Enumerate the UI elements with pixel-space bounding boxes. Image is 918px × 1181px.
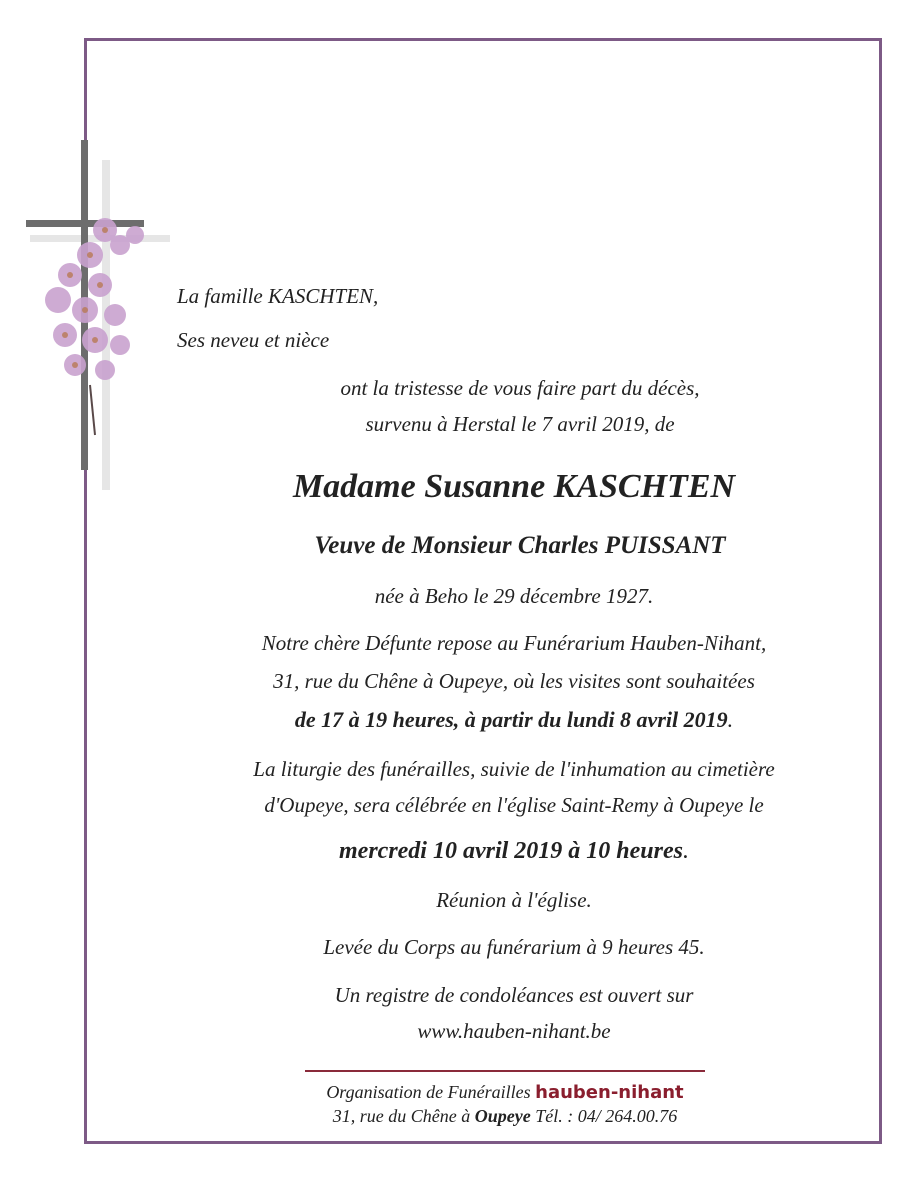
footer-org-label: Organisation de Funérailles: [326, 1082, 531, 1102]
footer-org: [0, 1082, 918, 1103]
ceremony-line-1: La liturgie des funérailles, suivie de l'inhumation au cimetière: [253, 757, 775, 781]
register-line: Un registre de condoléances est ouvert sur: [334, 983, 694, 1007]
website-link[interactable]: www.hauben-nihant.be: [417, 1019, 611, 1043]
cross-with-flowers-icon: [20, 135, 170, 495]
visits-line-2: 31, rue du Chêne à Oupeye, où les visites sont souhaitées: [273, 669, 755, 693]
visits-line-1: Notre chère Défunte repose au Funérarium Hauben-Nihant,: [261, 631, 767, 655]
announce-line: ont la tristesse de vous faire part du décès,: [340, 376, 700, 400]
occurred-line: survenu à Herstal le 7 avril 2019, de: [365, 412, 675, 436]
footer-address: 31, rue du Chêne à Oupeye Tél. : 04/ 264.00.76: [332, 1106, 678, 1126]
brand-logo: hauben-nihant: [535, 1082, 684, 1103]
relatives-line: Ses neveu et nièce: [177, 328, 330, 352]
deceased-name: Madame Susanne KASCHTEN: [292, 468, 736, 505]
family-line: La famille KASCHTEN,: [177, 284, 379, 308]
visits-hours: de 17 à 19 heures, à partir du lundi 8 avril 2019.: [294, 707, 734, 732]
birth-line: née à Beho le 29 décembre 1927.: [374, 584, 654, 608]
gathering-line: Réunion à l'église.: [436, 888, 592, 912]
footer-divider: [305, 1070, 705, 1072]
widow-line: Veuve de Monsieur Charles PUISSANT: [314, 532, 726, 559]
ceremony-date: mercredi 10 avril 2019 à 10 heures.: [339, 838, 689, 864]
levee-line: Levée du Corps au funérarium à 9 heures 45.: [323, 935, 705, 959]
ceremony-line-2: d'Oupeye, sera célébrée en l'église Saint-Remy à Oupeye le: [264, 793, 764, 817]
